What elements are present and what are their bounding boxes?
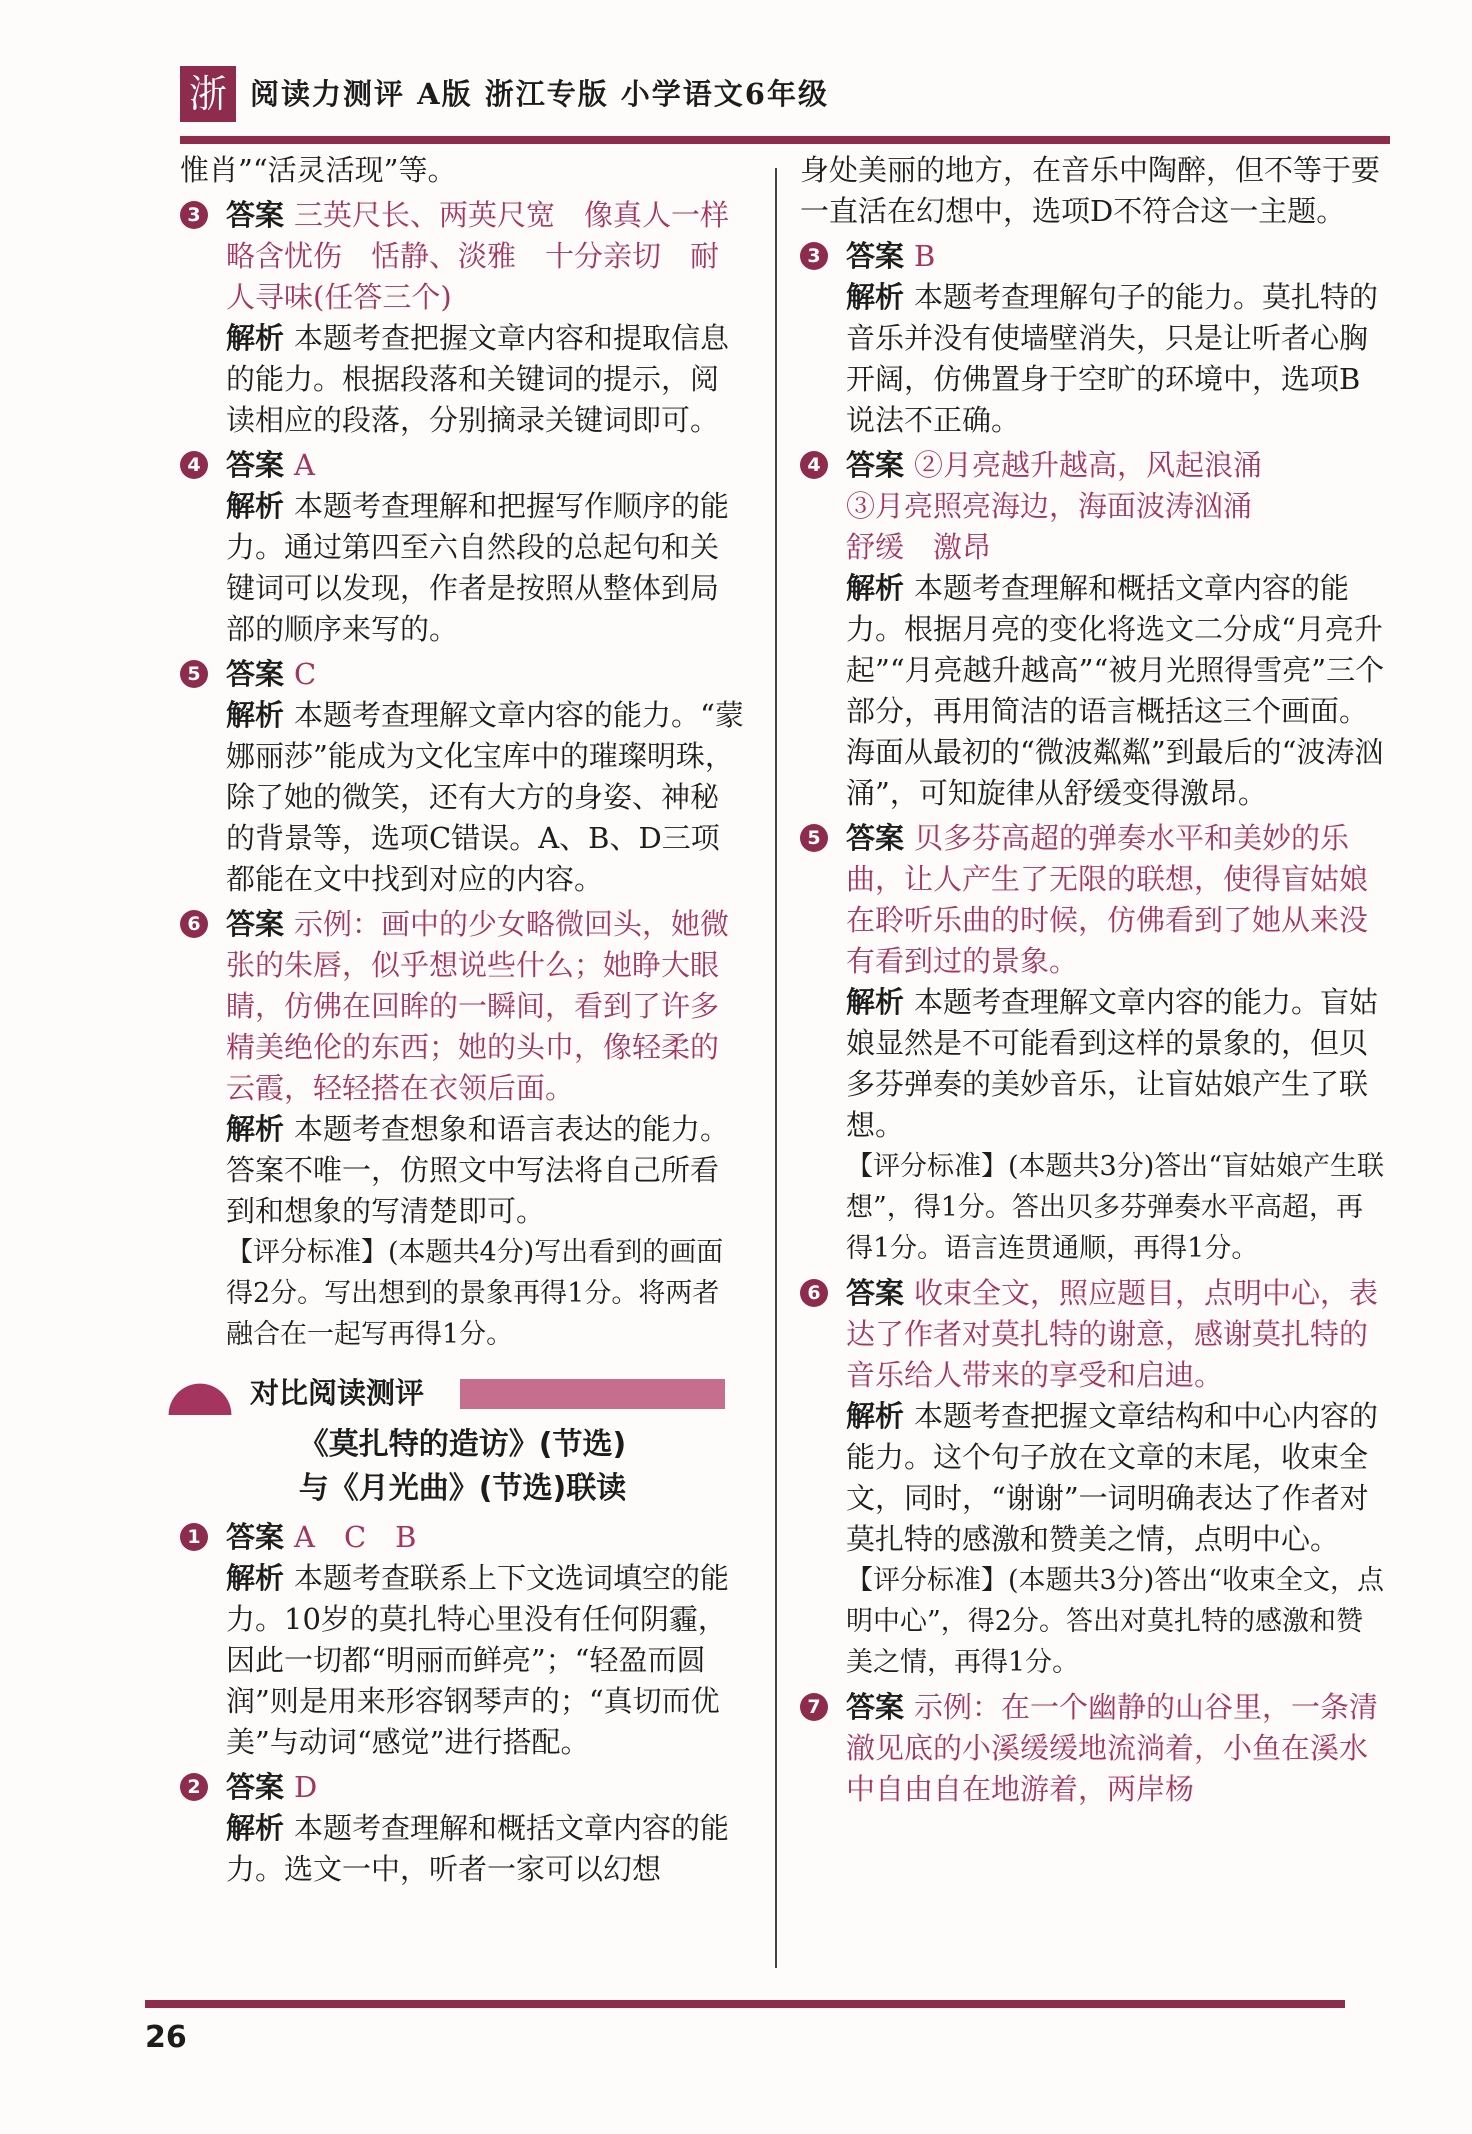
scoring-criteria: 【评分标准】(本题共3分)答出“收束全文，点明中心”，得2分。答出对莫扎特的感激和赞美之情，再得1分。 xyxy=(846,1565,1385,1678)
analysis-text: 本题考查理解和把握写作顺序的能力。通过第四至六自然段的总起句和关键词可以发现，作者是按照从整体到局部的顺序来写的。 xyxy=(226,489,730,646)
analysis-tag: 解析 xyxy=(846,571,905,605)
analysis xyxy=(846,568,1385,814)
analysis-text: 本题考查联系上下文选词填空的能力。10岁的莫扎特心里没有任何阴霾，因此一切都“明丽而鲜亮”；“轻盈而圆润”则是用来形容钢琴声的；“真切而优美”与动词“感觉”进行搭配。 xyxy=(226,1561,730,1759)
header-rule xyxy=(180,136,1390,144)
question-number: 2 xyxy=(180,1773,208,1801)
banner-icon xyxy=(160,1375,240,1415)
analysis-text: 本题考查理解和概括文章内容的能力。选文一中，听者一家可以幻想 xyxy=(226,1811,730,1886)
analysis-tag: 解析 xyxy=(846,280,905,314)
comparison-question-4 xyxy=(800,445,1385,814)
province-badge: 浙 xyxy=(180,66,236,122)
answer-tag: 答案 xyxy=(226,657,285,691)
question-number: 4 xyxy=(800,451,828,479)
answer-tag: 答案 xyxy=(846,239,905,273)
answer-text: C xyxy=(294,657,317,691)
analysis-text: 本题考查理解句子的能力。莫扎特的音乐并没有使墙壁消失，只是让听者心胸开阔，仿佛置身于空旷的环境中，选项B说法不正确。 xyxy=(846,280,1379,437)
answer-text: ②月亮越升越高，风起浪涌 xyxy=(914,448,1263,482)
analysis xyxy=(846,982,1385,1146)
page-header xyxy=(180,66,1390,146)
answer-tag: 答案 xyxy=(226,198,285,232)
banner-title: 对比阅读测评 xyxy=(250,1376,425,1410)
answer-text: A xyxy=(294,448,315,482)
analysis-text: 本题考查把握文章内容和提取信息的能力。根据段落和关键词的提示，阅读相应的段落，分别摘录关键词即可。 xyxy=(226,321,730,437)
analysis xyxy=(846,277,1385,441)
analysis-tag: 解析 xyxy=(226,1561,285,1595)
question-number: 6 xyxy=(800,1279,828,1307)
analysis-text: 本题考查想象和语言表达的能力。答案不唯一，仿照文中写法将自己所看到和想象的写清楚即可。 xyxy=(226,1112,730,1228)
banner-bar xyxy=(460,1379,725,1409)
analysis-tag: 解析 xyxy=(226,489,285,523)
analysis-tag: 解析 xyxy=(226,698,285,732)
answer-text: 示例：画中的少女略微回头，她微张的朱唇，似乎想说些什么；她睁大眼睛，仿佛在回眸的一瞬间，看到了许多精美绝伦的东西；她的头巾，像轻柔的云霞，轻轻搭在衣领后面。 xyxy=(226,907,730,1105)
comparison-question-1 xyxy=(180,1517,745,1763)
analysis-text: 本题考查理解文章内容的能力。盲姑娘显然是不可能看到这样的景象的，但贝多芬弹奏的美妙音乐，让盲姑娘产生了联想。 xyxy=(846,985,1379,1142)
answer-text: B xyxy=(914,239,936,273)
comparison-question-2 xyxy=(180,1767,745,1890)
analysis-text: 本题考查理解文章内容的能力。“蒙娜丽莎”能成为文化宝库中的璀璨明珠，除了她的微笑，还有大方的身姿、神秘的背景等，选项C错误。A、B、D三项都能在文中找到对应的内容。 xyxy=(226,698,744,896)
question-number: 6 xyxy=(180,910,208,938)
footer-rule xyxy=(145,2000,1345,2008)
analysis-tag: 解析 xyxy=(846,1399,905,1433)
page-number: 26 xyxy=(145,2020,187,2055)
question-number: 3 xyxy=(800,242,828,270)
question-number: 7 xyxy=(800,1693,828,1721)
question-6 xyxy=(180,904,745,1355)
analysis xyxy=(226,1808,745,1890)
section-banner xyxy=(180,1371,745,1415)
analysis xyxy=(226,1109,745,1232)
answer-text: A C B xyxy=(294,1520,417,1554)
answer-text: 略含忧伤 恬静、淡雅 十分亲切 耐人寻味(任答三个) xyxy=(226,239,720,314)
analysis-text: 本题考查理解和概括文章内容的能力。根据月亮的变化将选文二分成“月亮升起”“月亮越升越高”“被月光照得雪亮”三个部分，再用简洁的语言概括这三个画面。海面从最初的“微波粼粼”到最后的“波涛汹涌”，可知旋律从舒缓变得激昂。 xyxy=(846,571,1385,810)
answer-text: 三英尺长、两英尺宽 像真人一样 xyxy=(294,198,730,232)
question-4 xyxy=(180,445,745,650)
analysis-tag: 解析 xyxy=(226,1112,285,1146)
question-5 xyxy=(180,654,745,900)
answer-tag: 答案 xyxy=(846,1690,905,1724)
answer-text: 示例：在一个幽静的山谷里，一条清澈见底的小溪缓缓地流淌着，小鱼在溪水中自由自在地游着，两岸杨 xyxy=(846,1690,1379,1806)
comparison-question-7 xyxy=(800,1687,1385,1810)
answer-text: D xyxy=(294,1770,318,1804)
analysis xyxy=(846,1396,1385,1560)
analysis xyxy=(226,695,745,900)
question-number: 5 xyxy=(180,660,208,688)
analysis-tag: 解析 xyxy=(226,1811,285,1845)
answer-tag: 答案 xyxy=(226,1520,285,1554)
left-column xyxy=(180,150,745,1890)
continued-text: 身处美丽的地方，在音乐中陶醉，但不等于要一直活在幻想中，选项D不符合这一主题。 xyxy=(800,153,1381,228)
answer-text: 舒缓 激昂 xyxy=(846,530,992,564)
question-number: 1 xyxy=(180,1523,208,1551)
analysis xyxy=(226,318,745,441)
question-3 xyxy=(180,195,745,441)
answer-tag: 答案 xyxy=(226,907,285,941)
answer-text: 收束全文，照应题目，点明中心，表达了作者对莫扎特的谢意，感谢莫扎特的音乐给人带来的享受和启迪。 xyxy=(846,1276,1379,1392)
answer-tag: 答案 xyxy=(846,448,905,482)
section-title-line: 与《月光曲》(节选)联读 xyxy=(298,1471,627,1506)
answer-tag: 答案 xyxy=(226,448,285,482)
book-title: 阅读力测评 A版 浙江专版 小学语文6年级 xyxy=(250,77,829,111)
comparison-question-6 xyxy=(800,1273,1385,1683)
analysis-tag: 解析 xyxy=(226,321,285,355)
answer-text: ③月亮照亮海边，海面波涛汹涌 xyxy=(846,489,1253,523)
answer-tag: 答案 xyxy=(226,1770,285,1804)
analysis-tag: 解析 xyxy=(846,985,905,1019)
comparison-question-5 xyxy=(800,818,1385,1269)
answer-tag: 答案 xyxy=(846,1276,905,1310)
question-number: 3 xyxy=(180,201,208,229)
scoring-criteria: 【评分标准】(本题共4分)写出看到的画面得2分。写出想到的景象再得1分。将两者融合在一起写再得1分。 xyxy=(226,1237,724,1350)
answer-tag: 答案 xyxy=(846,821,905,855)
column-divider xyxy=(775,168,777,1968)
answer-text: 贝多芬高超的弹奏水平和美妙的乐曲，让人产生了无限的联想，使得盲姑娘在聆听乐曲的时候，仿佛看到了她从来没有看到过的景象。 xyxy=(846,821,1369,978)
section-title-line: 《莫扎特的造访》(节选) xyxy=(298,1427,627,1462)
analysis xyxy=(226,1558,745,1763)
analysis-text: 本题考查把握文章结构和中心内容的能力。这个句子放在文章的末尾，收束全文，同时，“谢谢”一词明确表达了作者对莫扎特的感激和赞美之情，点明中心。 xyxy=(846,1399,1379,1556)
section-title xyxy=(180,1423,745,1511)
question-number: 4 xyxy=(180,451,208,479)
scoring-criteria: 【评分标准】(本题共3分)答出“盲姑娘产生联想”，得1分。答出贝多芬弹奏水平高超，再得1分。语言连贯通顺，再得1分。 xyxy=(846,1151,1385,1264)
intro-line: 惟肖”“活灵活现”等。 xyxy=(180,153,457,187)
analysis xyxy=(226,486,745,650)
question-number: 5 xyxy=(800,824,828,852)
comparison-question-3 xyxy=(800,236,1385,441)
right-column xyxy=(800,150,1385,1810)
